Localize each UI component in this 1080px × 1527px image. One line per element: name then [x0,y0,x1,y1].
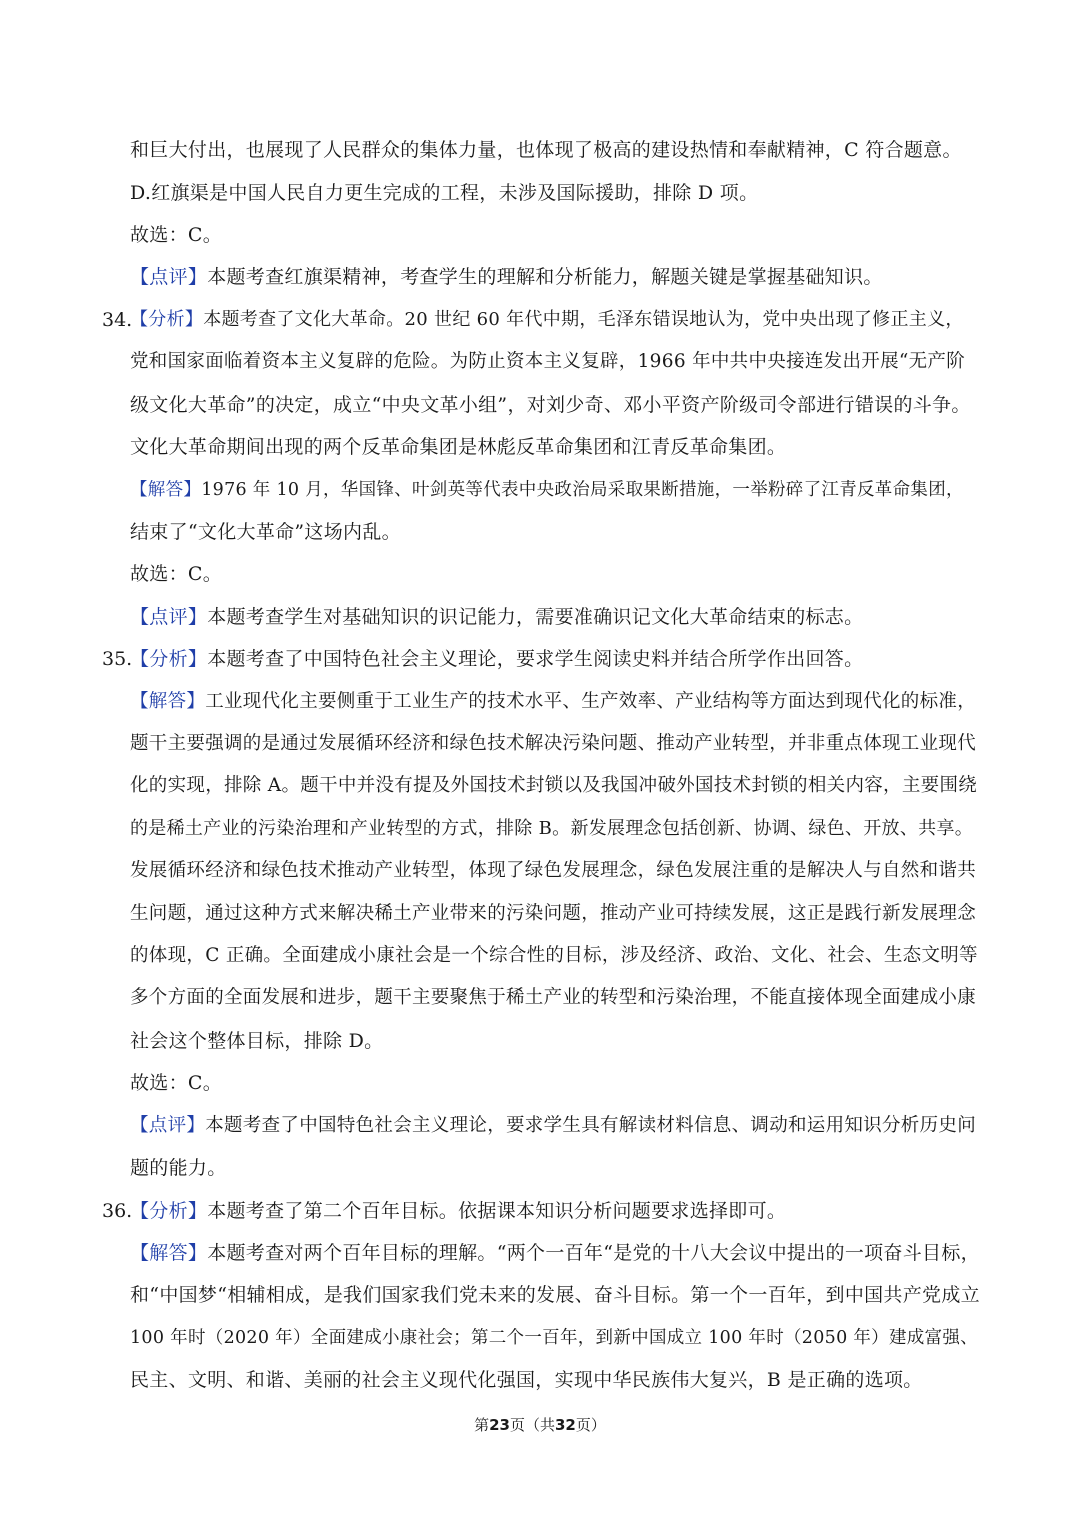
text-line [130,1198,980,1224]
text-line [130,349,980,375]
line-text: 本题考查红旗渠精神，考查学生的理解和分析能力，解题关键是掌握基础知识。 [207,266,883,288]
line-text: 和巨大付出，也展现了人民群众的集体力量，也体现了极高的建设热情和奉献精神，C 符合题意。 [130,139,962,161]
text-line [130,1113,980,1139]
footer-prefix: 第 [474,1416,490,1434]
text-line [130,901,980,927]
line-text: 工业现代化主要侧重于工业生产的技术水平、生产效率、产业结构等方面达到现代化的标准， [205,691,977,712]
text-line [130,1325,980,1351]
text-line [130,985,980,1011]
line-text: 题干主要强调的是通过发展循环经济和绿色技术解决污染问题、推动产业转型，并非重点体现工业现代 [130,733,977,754]
section-tag: 【点评】 [130,606,208,628]
text-line [130,477,980,503]
line-text: 结束了“文化大革命”这场内乱。 [130,521,401,543]
section-tag: 【分析】 [130,309,204,330]
line-text: 故选：C。 [130,1072,223,1094]
question-number: 34. [102,309,133,331]
question-number: 35. [102,648,133,670]
line-text: 本题考查了中国特色社会主义理论，要求学生具有解读材料信息、调动和运用知识分析历史问 [205,1115,977,1136]
text-line [130,222,980,248]
text-line [130,264,980,290]
line-text: 的体现，C 正确。全面建成小康社会是一个综合性的目标，涉及经济、政治、文化、社会、生态文明等 [130,945,978,966]
line-text: 社会这个整体目标，排除 D。 [130,1030,384,1052]
line-text: 故选：C。 [130,563,223,585]
line-text: D.红旗渠是中国人民自力更生完成的工程，未涉及国际援助，排除 D 项。 [130,182,759,204]
line-text: 的是稀土产业的污染治理和产业转型的方式，排除 B。新发展理念包括创新、协调、绿色、开放、共享。 [130,818,974,839]
text-line [130,816,980,842]
text-line [130,1155,980,1181]
line-text: 多个方面的全面发展和进步，题干主要聚焦于稀土产业的转型和污染治理，不能直接体现全面建成小康 [130,987,977,1008]
text-line [130,180,980,206]
line-text: 级文化大革命”的决定，成立“中央文革小组”，对刘少奇、邓小平资产阶级司令部进行错误的斗争。 [130,394,971,416]
text-line [130,1282,980,1308]
question-number: 36. [102,1200,133,1222]
text-line [130,1367,980,1393]
text-line [130,561,980,587]
line-text: 本题考查了中国特色社会主义理论，要求学生阅读史料并结合所学作出回答。 [207,648,864,670]
text-line [130,519,980,545]
line-text: 发展循环经济和绿色技术推动产业转型，体现了绿色发展理念，绿色发展注重的是解决人与自然和谐共 [130,860,977,881]
line-text: 化的实现，排除 A。题干中并没有提及外国技术封锁以及我国冲破外国技术封锁的相关内容，主要围绕 [130,775,978,796]
section-tag: 【分析】 [130,648,208,670]
section-tag: 【解答】 [130,1242,208,1264]
text-line [130,1070,980,1096]
line-text: 100 年时（2020 年）全面建成小康社会；第二个一百年，到新中国成立 100 年时（2050 年）建成富强、 [130,1328,978,1348]
footer-total-pages: 32 [555,1416,576,1434]
text-line [130,646,980,672]
text-line [130,731,980,757]
line-text: 题的能力。 [130,1157,227,1179]
section-tag: 【解答】 [130,480,202,500]
text-line [130,689,980,715]
section-tag: 【解答】 [130,691,206,712]
line-text: 本题考查学生对基础知识的识记能力，需要准确识记文化大革命结束的标志。 [207,606,864,628]
text-line [130,434,980,460]
line-text: 党和国家面临着资本主义复辟的危险。为防止资本主义复辟，1966 年中共中央接连发出开展“无产阶 [130,351,966,372]
line-text: 本题考查了文化大革命。20 世纪 60 年代中期，毛泽东错误地认为，党中央出现了修正主义， [203,309,964,330]
section-tag: 【点评】 [130,266,208,288]
text-line [130,943,980,969]
line-text: 文化大革命期间出现的两个反革命集团是林彪反革命集团和江青反革命集团。 [130,436,787,458]
text-line [130,137,980,163]
line-text: 故选：C。 [130,224,223,246]
footer-middle: 页（共 [509,1416,555,1434]
line-text: 1976 年 10 月，华国锋、叶剑英等代表中央政治局采取果断措施，一举粉碎了江青反革命集团， [201,480,964,500]
text-line [130,858,980,884]
section-tag: 【分析】 [130,1200,208,1222]
text-line [130,773,980,799]
text-line [130,307,980,333]
text-line [130,604,980,630]
line-text: 民主、文明、和谐、美丽的社会主义现代化强国，实现中华民族伟大复兴，B 是正确的选项。 [130,1369,923,1391]
page-footer [0,1415,1080,1435]
line-text: 生问题，通过这种方式来解决稀土产业带来的污染问题，推动产业可持续发展，这正是践行新发展理念 [130,903,977,924]
footer-suffix: 页） [575,1416,606,1434]
text-line [130,1028,980,1054]
text-line [130,1240,980,1266]
line-text: 本题考查对两个百年目标的理解。“两个一百年“是党的十八大会议中提出的一项奋斗目标， [207,1242,980,1264]
line-text: 本题考查了第二个百年目标。依据课本知识分析问题要求选择即可。 [207,1200,787,1222]
footer-page-number: 23 [489,1416,510,1434]
section-tag: 【点评】 [130,1115,206,1136]
line-text: 和“中国梦“相辅相成，是我们国家我们党未来的发展、奋斗目标。第一个一百年，到中国共产党成立 [130,1284,980,1306]
text-line [130,392,980,418]
